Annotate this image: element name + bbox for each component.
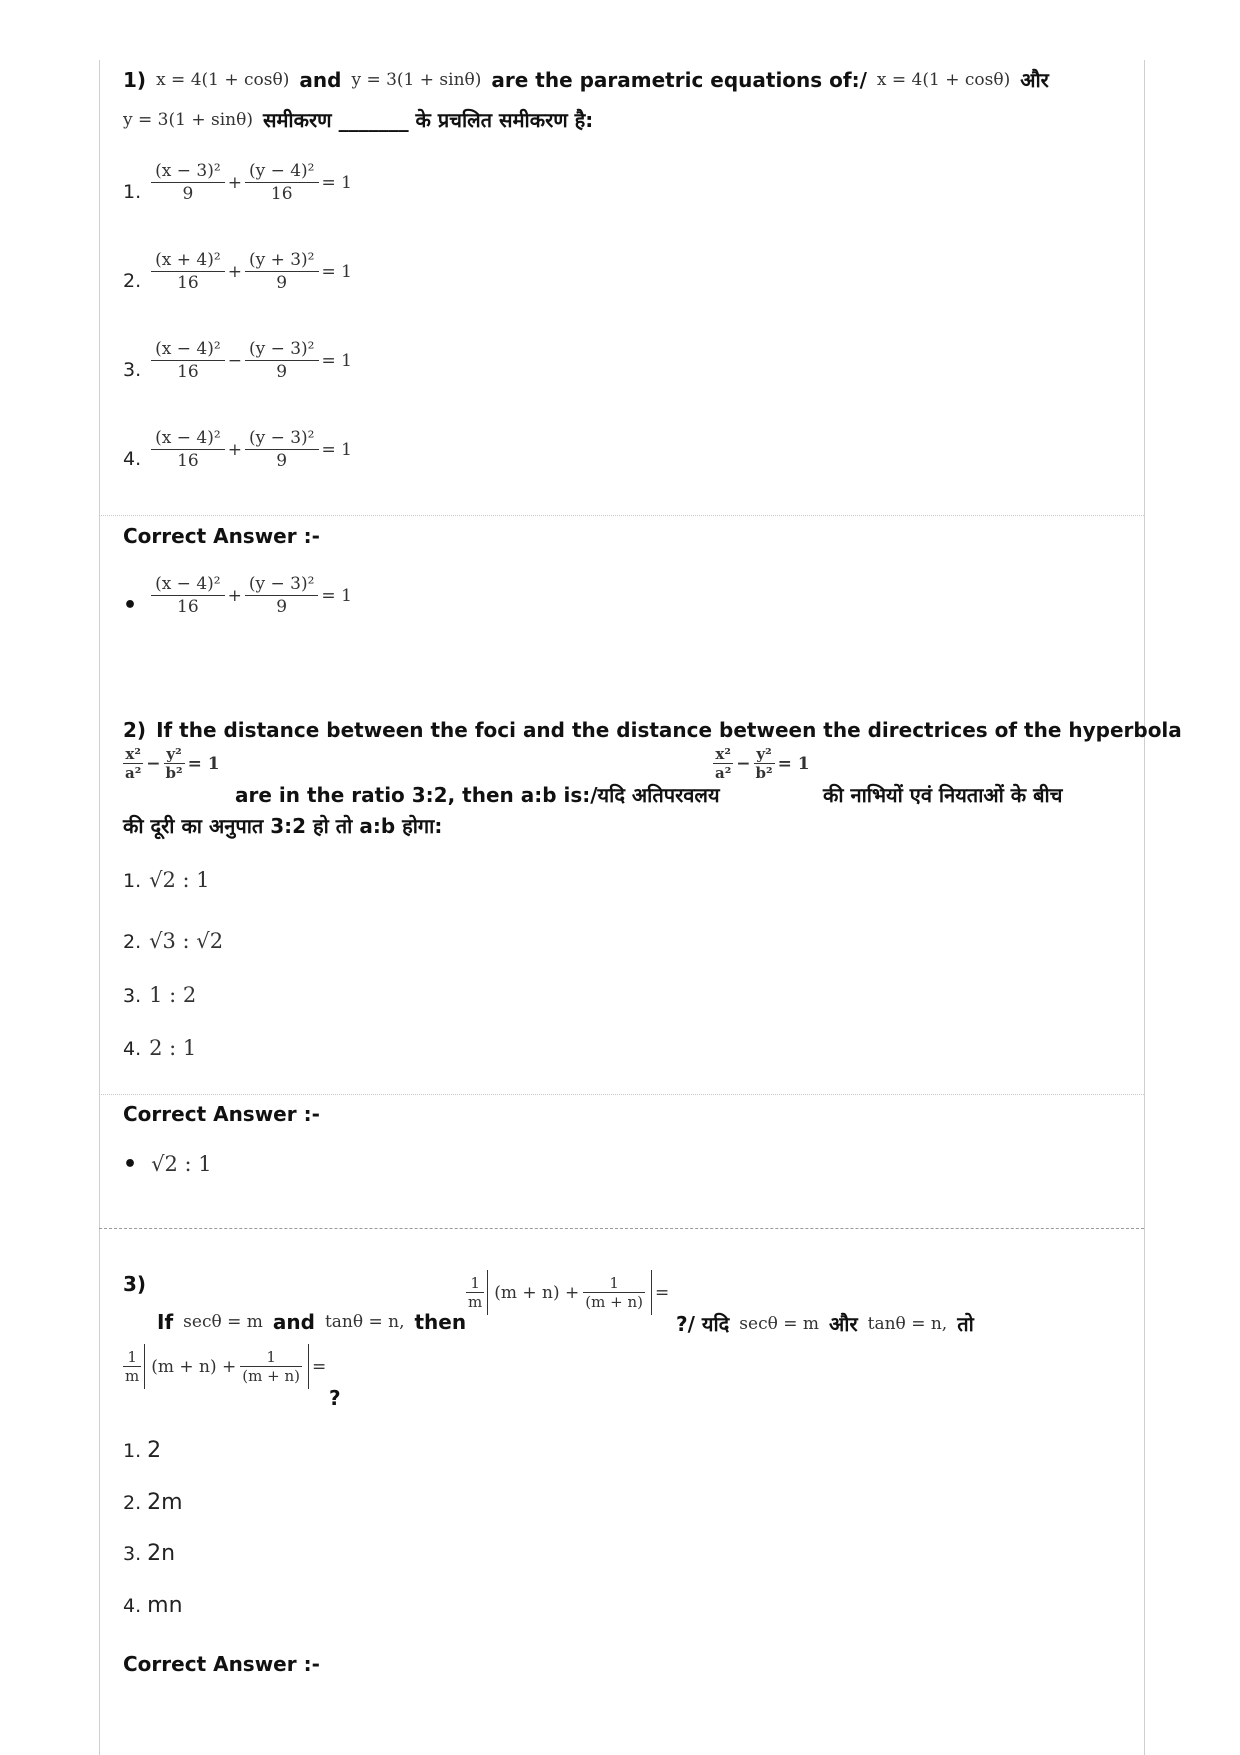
sec-equation: secθ = m xyxy=(183,1312,263,1332)
numerator: (x − 4)² xyxy=(151,573,225,596)
option-number: 3. xyxy=(123,1543,142,1565)
correct-answer xyxy=(123,573,352,618)
operator: − xyxy=(146,753,161,774)
question-text: are in the ratio 3:2, then a:b is:/यदि अतिपरवलय xyxy=(235,783,720,807)
question-2-line-2 xyxy=(123,745,1103,805)
option-value: 2n xyxy=(147,1541,176,1566)
option-1[interactable] xyxy=(123,160,352,205)
equation xyxy=(151,249,352,294)
numerator: x² xyxy=(713,745,733,764)
question-mark: ? xyxy=(329,1386,341,1410)
equation xyxy=(151,160,352,205)
numerator: (x − 4)² xyxy=(151,338,225,361)
expression-term: (m + n) + xyxy=(151,1356,237,1377)
denominator: 9 xyxy=(276,597,288,617)
option-2[interactable] xyxy=(123,1490,183,1515)
option-4[interactable] xyxy=(123,1036,196,1060)
denominator: 16 xyxy=(177,597,199,617)
rhs: = 1 xyxy=(187,753,220,774)
tan-equation: tanθ = n, xyxy=(867,1313,948,1334)
numerator: (y − 4)² xyxy=(245,160,319,183)
numerator: (y − 3)² xyxy=(245,573,319,596)
operator: + xyxy=(227,261,242,282)
denominator: b² xyxy=(165,764,183,782)
rhs: = 1 xyxy=(321,261,352,282)
question-2-line-1 xyxy=(123,718,1182,742)
tan-equation: tanθ = n, xyxy=(324,1312,405,1332)
rhs: = 1 xyxy=(777,753,810,774)
expression xyxy=(466,1270,669,1315)
question-text-hindi: की नाभियों एवं नियताओं के बीच xyxy=(823,783,1063,807)
question-number: 2) xyxy=(123,718,147,742)
correct-answer xyxy=(123,1152,212,1177)
equals: = xyxy=(311,1356,327,1377)
denominator: 16 xyxy=(270,184,293,204)
question-3-line-1-hindi xyxy=(676,1310,974,1337)
numerator: 1 xyxy=(240,1348,302,1367)
equation xyxy=(151,427,352,472)
option-number: 3. xyxy=(123,985,142,1007)
hyperbola-equation xyxy=(123,745,220,782)
correct-answer-label: Correct Answer :- xyxy=(123,1652,320,1676)
numerator: (x − 3)² xyxy=(151,160,225,183)
denominator: 9 xyxy=(276,362,288,382)
hyperbola-equation xyxy=(713,745,810,782)
option-number: 2. xyxy=(123,931,142,953)
operator: + xyxy=(227,172,242,193)
numerator: (x − 4)² xyxy=(151,427,225,450)
option-number: 4. xyxy=(123,448,142,470)
option-number: 2. xyxy=(123,270,142,292)
question-text: are the parametric equations of:/ xyxy=(491,67,867,92)
option-1[interactable] xyxy=(123,868,210,892)
option-3[interactable] xyxy=(123,338,352,383)
operator: + xyxy=(227,439,242,460)
numerator: (y − 3)² xyxy=(245,338,319,361)
conjunction: और xyxy=(1020,68,1049,92)
question-number: 3) xyxy=(123,1272,147,1296)
option-2[interactable] xyxy=(123,929,223,953)
option-value: √3 : √2 xyxy=(149,929,224,953)
equation-x: x = 4(1 + cosθ) xyxy=(876,69,1011,90)
question-1-line-2 xyxy=(123,106,593,133)
divider xyxy=(99,1094,1144,1095)
conjunction: and xyxy=(272,1310,315,1334)
bracket-group xyxy=(144,1344,309,1389)
option-1[interactable] xyxy=(123,1438,161,1463)
equation-y: y = 3(1 + sinθ) xyxy=(123,109,253,130)
bracket-group xyxy=(487,1270,652,1315)
numerator: 1 xyxy=(583,1274,645,1293)
numerator: x² xyxy=(123,745,143,764)
question-text-hindi: समीकरण _______ के प्रचलित समीकरण है: xyxy=(262,108,594,132)
option-number: 3. xyxy=(123,359,142,381)
bullet: • xyxy=(123,1152,138,1177)
denominator: 16 xyxy=(177,273,199,293)
option-2[interactable] xyxy=(123,249,352,294)
rhs: = 1 xyxy=(321,439,352,460)
denominator: 9 xyxy=(276,451,288,471)
numerator: (y + 3)² xyxy=(245,249,319,272)
expression xyxy=(123,1344,326,1389)
rhs: = 1 xyxy=(321,585,352,606)
question-3-line-1 xyxy=(157,1310,466,1334)
denominator: (m + n) xyxy=(585,1293,643,1311)
option-value: 2 : 1 xyxy=(149,1036,197,1060)
denominator: 16 xyxy=(177,362,199,382)
page-frame xyxy=(99,60,1145,1755)
option-number: 4. xyxy=(123,1595,142,1617)
option-3[interactable] xyxy=(123,983,196,1007)
question-separator xyxy=(99,1228,1144,1229)
option-3[interactable] xyxy=(123,1541,175,1566)
operator: − xyxy=(736,753,751,774)
word-to: तो xyxy=(957,1312,974,1336)
correct-answer-label: Correct Answer :- xyxy=(123,524,320,548)
question-number: 1) xyxy=(123,67,147,92)
denominator: 9 xyxy=(276,273,288,293)
option-value: mn xyxy=(147,1593,183,1618)
numerator: y² xyxy=(754,745,775,764)
denominator: a² xyxy=(125,764,142,782)
equation xyxy=(151,338,352,383)
expression-term: (m + n) + xyxy=(494,1282,580,1303)
question-2-line-3: की दूरी का अनुपात 3:2 हो तो a:b होगा: xyxy=(123,814,443,838)
sec-equation: secθ = m xyxy=(739,1313,819,1334)
word-if: If xyxy=(157,1310,174,1334)
denominator: 9 xyxy=(182,184,194,204)
numerator: 1 xyxy=(466,1274,484,1293)
numerator: y² xyxy=(164,745,185,764)
equals: = xyxy=(654,1282,670,1303)
denominator: m xyxy=(468,1293,483,1311)
question-1-line-1 xyxy=(123,66,1049,93)
word-then: then xyxy=(414,1310,467,1334)
question-text-hindi: ?/ यदि xyxy=(676,1312,730,1336)
option-4[interactable] xyxy=(123,427,352,472)
option-number: 1. xyxy=(123,870,142,892)
denominator: a² xyxy=(715,764,732,782)
equation xyxy=(151,573,352,618)
equation-y: y = 3(1 + sinθ) xyxy=(351,69,482,90)
divider xyxy=(99,515,1144,516)
denominator: b² xyxy=(755,764,773,782)
option-value: √2 : 1 xyxy=(149,868,210,892)
operator: + xyxy=(227,585,242,606)
conjunction: and xyxy=(299,67,342,92)
option-number: 1. xyxy=(123,181,142,203)
denominator: (m + n) xyxy=(242,1367,300,1385)
option-number: 1. xyxy=(123,1440,142,1462)
bullet: • xyxy=(123,593,138,618)
numerator: (x + 4)² xyxy=(151,249,225,272)
option-value: 2m xyxy=(147,1490,183,1515)
question-text: If the distance between the foci and the distance between the directrices of the hyperbola xyxy=(156,718,1182,742)
option-number: 2. xyxy=(123,1492,142,1514)
rhs: = 1 xyxy=(321,350,352,371)
correct-answer-label: Correct Answer :- xyxy=(123,1102,320,1126)
denominator: m xyxy=(125,1367,140,1385)
numerator: (y − 3)² xyxy=(245,427,319,450)
answer-value: √2 : 1 xyxy=(151,1152,212,1176)
option-value: 1 : 2 xyxy=(149,983,197,1007)
denominator: 16 xyxy=(177,451,199,471)
equation-x: x = 4(1 + cosθ) xyxy=(156,69,290,90)
option-value: 2 xyxy=(147,1438,162,1463)
rhs: = 1 xyxy=(321,172,352,193)
conjunction: और xyxy=(829,1312,858,1336)
option-number: 4. xyxy=(123,1038,142,1060)
option-4[interactable] xyxy=(123,1593,183,1618)
numerator: 1 xyxy=(123,1348,141,1367)
operator: − xyxy=(227,350,242,371)
